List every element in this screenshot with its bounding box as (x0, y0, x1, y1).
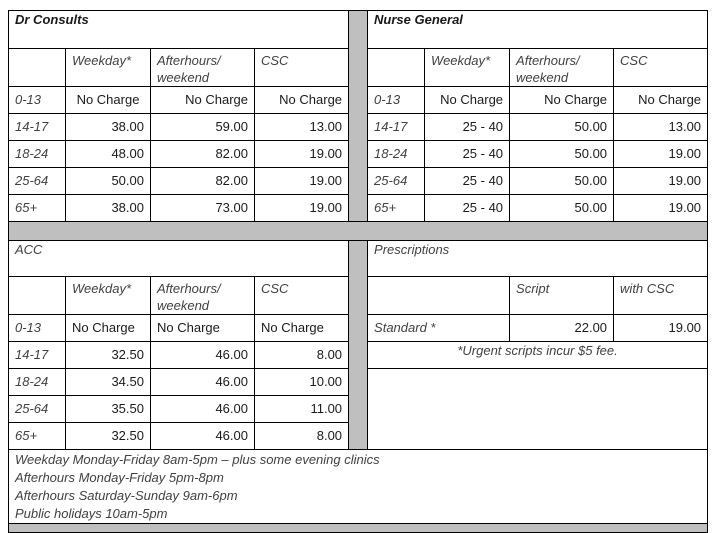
acc-weekday: 35.50 (66, 396, 151, 423)
acc-afterhours: 46.00 (151, 342, 255, 369)
dr-age: 14-17 (9, 114, 66, 141)
opening-hours-footer (9, 450, 708, 524)
nurse-age: 25-64 (368, 168, 425, 195)
dr-weekday: 38.00 (66, 114, 151, 141)
nurse-weekday: 25 - 40 (425, 141, 510, 168)
nurse-afterhours: 50.00 (510, 195, 614, 222)
acc-afterhours: 46.00 (151, 369, 255, 396)
footer-line-weekday: Weekday Monday-Friday 8am-5pm – plus some evening clinics (15, 452, 380, 467)
footer-line-public-holidays: Public holidays 10am-5pm (15, 506, 168, 521)
nurse-csc: 13.00 (614, 114, 708, 141)
nurse-afterhours: 50.00 (510, 114, 614, 141)
nurse-csc: No Charge (614, 87, 708, 114)
acc-weekday: 32.50 (66, 342, 151, 369)
acc-age: 65+ (9, 423, 66, 450)
acc-afterhours: 46.00 (151, 423, 255, 450)
acc-weekday: 32.50 (66, 423, 151, 450)
acc-header-afterhours: Afterhours/ weekend (151, 277, 255, 315)
nurse-age: 14-17 (368, 114, 425, 141)
prescriptions-title: Prescriptions (368, 241, 708, 277)
acc-age: 14-17 (9, 342, 66, 369)
rx-header-script: Script (510, 277, 614, 315)
nurse-afterhours: 50.00 (510, 141, 614, 168)
nurse-header-weekday: Weekday* (425, 49, 510, 87)
nurse-header-age (368, 49, 425, 87)
dr-age: 0-13 (9, 87, 66, 114)
acc-age: 25-64 (9, 396, 66, 423)
acc-afterhours: No Charge (151, 315, 255, 342)
nurse-weekday: 25 - 40 (425, 195, 510, 222)
dr-weekday: 50.00 (66, 168, 151, 195)
dr-csc: 13.00 (255, 114, 349, 141)
row-divider (9, 222, 708, 241)
acc-weekday: No Charge (66, 315, 151, 342)
column-divider-bottom (349, 241, 368, 450)
dr-age: 25-64 (9, 168, 66, 195)
rx-with-csc-price: 19.00 (614, 315, 708, 342)
rx-header-with-csc: with CSC (614, 277, 708, 315)
dr-header-weekday: Weekday* (66, 49, 151, 87)
dr-csc: 19.00 (255, 168, 349, 195)
bottom-divider (9, 524, 708, 533)
nurse-afterhours: 50.00 (510, 168, 614, 195)
rx-urgent-note: *Urgent scripts incur $5 fee. (368, 342, 708, 369)
nurse-header-afterhours: Afterhours/ weekend (510, 49, 614, 87)
dr-csc: 19.00 (255, 195, 349, 222)
dr-afterhours: 82.00 (151, 141, 255, 168)
footer-line-afterhours-weekend: Afterhours Saturday-Sunday 9am-6pm (15, 488, 238, 503)
nurse-csc: 19.00 (614, 195, 708, 222)
nurse-weekday: No Charge (425, 87, 510, 114)
dr-header-afterhours: Afterhours/ weekend (151, 49, 255, 87)
acc-csc: 8.00 (255, 423, 349, 450)
dr-header-age (9, 49, 66, 87)
dr-csc: No Charge (255, 87, 349, 114)
dr-age: 18-24 (9, 141, 66, 168)
nurse-age: 18-24 (368, 141, 425, 168)
acc-header-csc: CSC (255, 277, 349, 315)
dr-weekday: 38.00 (66, 195, 151, 222)
dr-afterhours: 82.00 (151, 168, 255, 195)
dr-afterhours: 73.00 (151, 195, 255, 222)
dr-afterhours: No Charge (151, 87, 255, 114)
acc-csc: 11.00 (255, 396, 349, 423)
acc-age: 18-24 (9, 369, 66, 396)
nurse-weekday: 25 - 40 (425, 114, 510, 141)
dr-csc: 19.00 (255, 141, 349, 168)
column-divider-top (349, 11, 368, 222)
fee-table (8, 10, 708, 533)
dr-weekday: 48.00 (66, 141, 151, 168)
rx-header-label (368, 277, 510, 315)
acc-age: 0-13 (9, 315, 66, 342)
acc-csc: 10.00 (255, 369, 349, 396)
dr-age: 65+ (9, 195, 66, 222)
dr-consults-title: Dr Consults (9, 11, 349, 49)
dr-weekday: No Charge (66, 87, 151, 114)
nurse-csc: 19.00 (614, 168, 708, 195)
rx-standard-label: Standard * (368, 315, 510, 342)
acc-weekday: 34.50 (66, 369, 151, 396)
nurse-general-title: Nurse General (368, 11, 708, 49)
nurse-age: 65+ (368, 195, 425, 222)
acc-header-age (9, 277, 66, 315)
dr-header-csc: CSC (255, 49, 349, 87)
nurse-afterhours: No Charge (510, 87, 614, 114)
acc-afterhours: 46.00 (151, 396, 255, 423)
acc-header-weekday: Weekday* (66, 277, 151, 315)
acc-csc: No Charge (255, 315, 349, 342)
acc-csc: 8.00 (255, 342, 349, 369)
rx-script-price: 22.00 (510, 315, 614, 342)
fee-schedule (8, 10, 707, 533)
acc-title: ACC (9, 241, 349, 277)
rx-empty-area (368, 369, 708, 450)
footer-line-afterhours-weekday: Afterhours Monday-Friday 5pm-8pm (15, 470, 224, 485)
nurse-header-csc: CSC (614, 49, 708, 87)
nurse-csc: 19.00 (614, 141, 708, 168)
nurse-weekday: 25 - 40 (425, 168, 510, 195)
nurse-age: 0-13 (368, 87, 425, 114)
dr-afterhours: 59.00 (151, 114, 255, 141)
